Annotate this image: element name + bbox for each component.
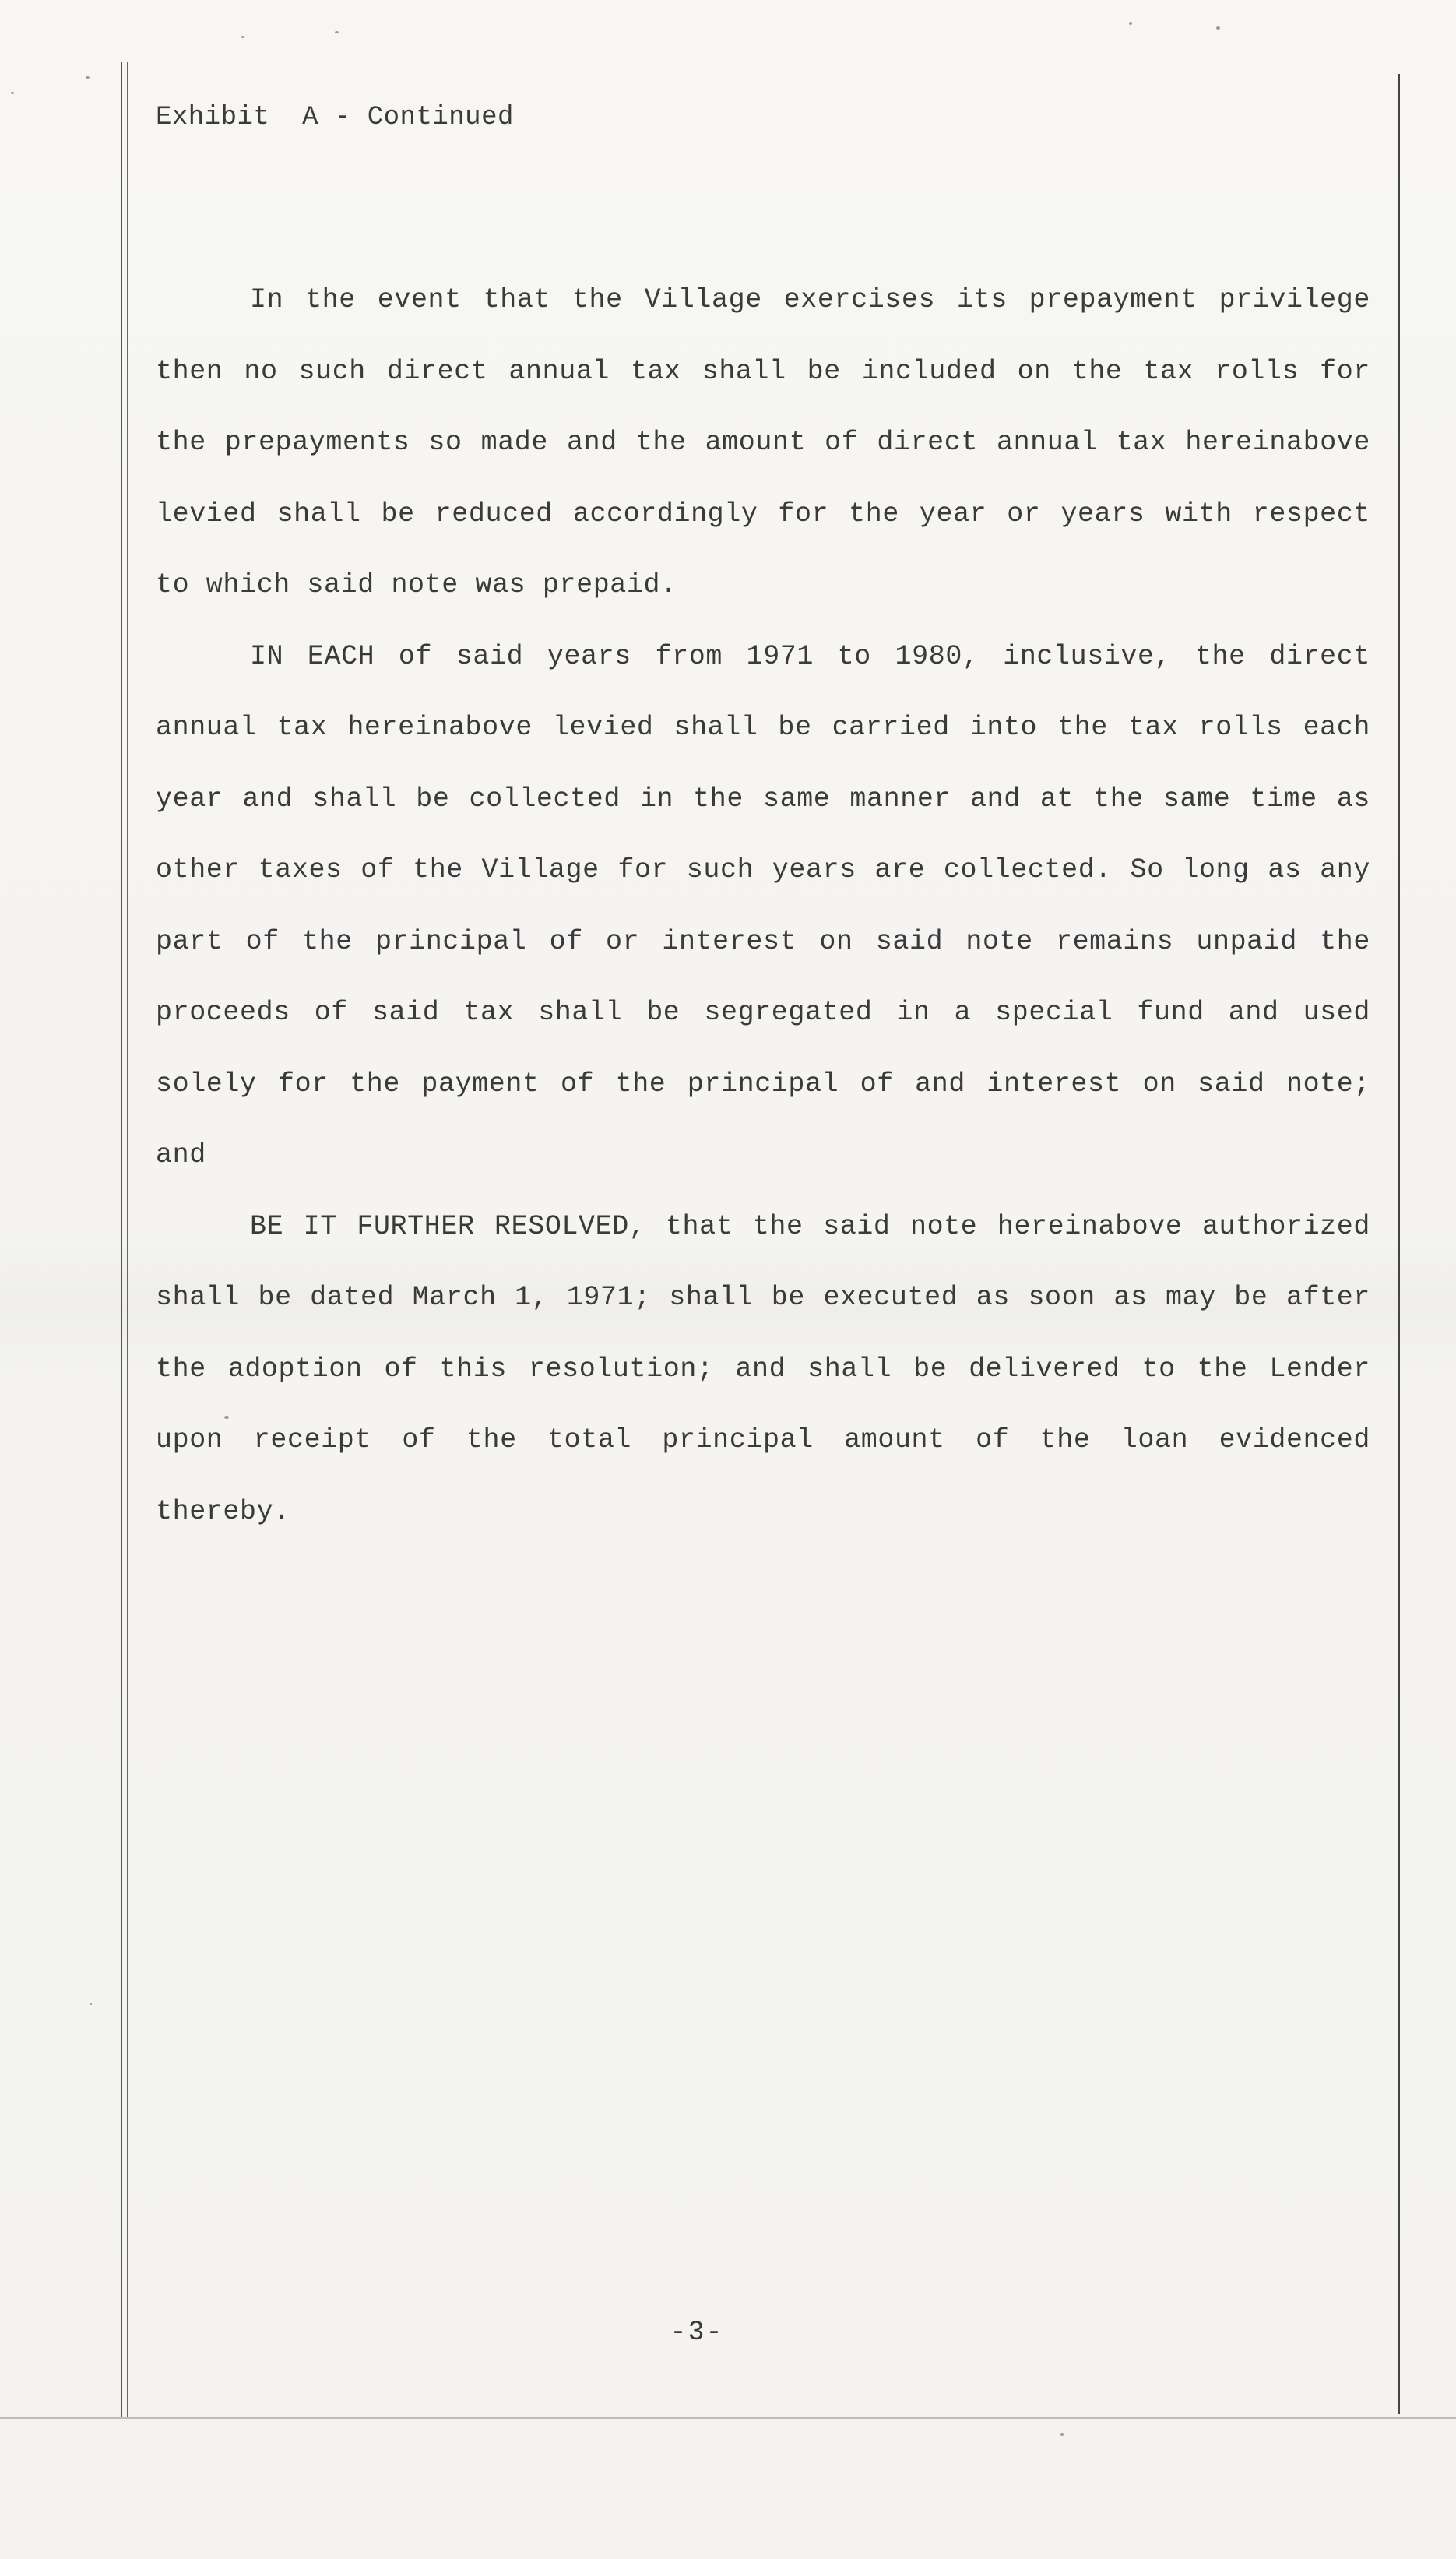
left-border-inner-rule [127,62,128,2418]
exhibit-header: Exhibit A - Continued [156,103,514,132]
left-border-outer-rule [121,62,122,2418]
page-bottom-edge [0,2417,1456,2419]
paragraph-prepayment: In the event that the Village exercises its prepayment privilege then no such direct annual tax shall be included on the tax rolls for the prepayments so made and the amount of direct annual tax hereinabove levied shall be reduced accordingly for the year or years with respect to which said note was prepaid. [156,284,1370,600]
resolution-body [156,265,1370,1547]
paragraph-tax-years: IN EACH of said years from 1971 to 1980, inclusive, the direct annual tax hereinabove levied shall be carried into the tax rolls each year and shall be collected in the same manner and at the same time as other taxes of the Village for such years are collected. So long as any part of the principal of or interest on said note remains unpaid the proceeds of said tax shall be segregated in a special fund and used solely for the payment of the principal of and interest on said note; and [156,640,1370,1170]
paragraph-further-resolved: BE IT FURTHER RESOLVED, that the said note hereinabove authorized shall be dated March 1, 1971; shall be executed as soon as may be after the adoption of this resolution; and shall be delivered to the Lender upon receipt of the total principal amount of the loan evidenced thereby. [156,1210,1370,1527]
right-border-rule [1398,74,1400,2414]
page-number: -3- [670,2317,724,2348]
